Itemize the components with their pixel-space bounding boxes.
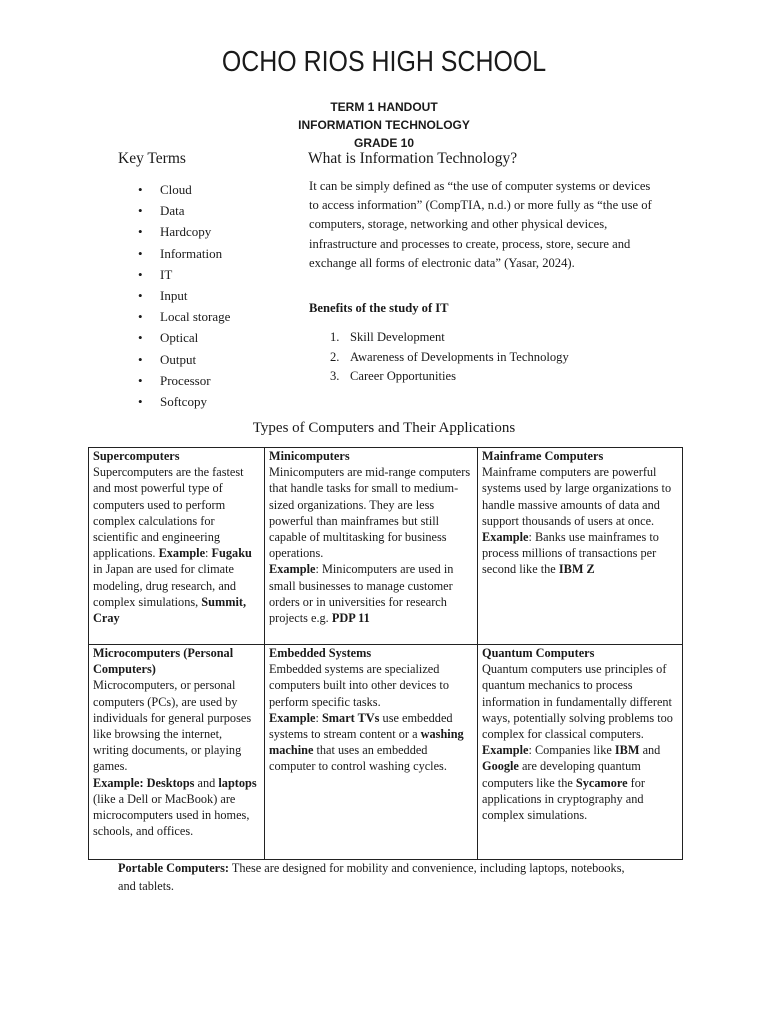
list-item — [330, 348, 569, 368]
example-name: washing machine — [269, 727, 464, 758]
list-item: • IT — [138, 264, 230, 285]
cell-text: (like a Dell or MacBook) are microcomputers used in homes, schools, and offices. — [93, 791, 250, 839]
list-item: • Cloud — [138, 179, 230, 200]
example-name: IBM — [614, 743, 640, 758]
supercomputers-cell — [89, 448, 265, 645]
benefits-list — [330, 328, 569, 387]
computer-types-table — [88, 447, 683, 860]
microcomputers-cell — [89, 645, 265, 860]
list-number: 1. — [330, 330, 340, 344]
cell-desc: Supercomputers are the fastest and most powerful type of computers used to perform complex calculations for scientific and engineering applications. — [93, 465, 244, 561]
cell-text: : — [205, 546, 212, 561]
example-name: Summit, Cray — [93, 594, 247, 626]
cell-text: that uses an embedded computer to control washing cycles. — [269, 743, 447, 774]
list-item — [330, 367, 569, 387]
example-label: Example — [482, 530, 529, 545]
cell-text: and — [639, 743, 661, 758]
example-label: Example — [269, 710, 316, 725]
table-row — [89, 448, 683, 645]
list-item: • Information — [138, 243, 230, 264]
list-item: • Input — [138, 285, 230, 306]
cell-text: and — [194, 775, 219, 790]
list-item: • Hardcopy — [138, 221, 230, 242]
list-item: • Data — [138, 200, 230, 221]
cell-desc: Embedded systems are specialized computers built into other devices to perform specific tasks. — [269, 662, 449, 709]
grade-line: GRADE 10 — [353, 136, 415, 150]
minicomputers-cell — [265, 448, 478, 645]
table-row — [89, 645, 683, 860]
cell-desc: Microcomputers, or personal computers (PCs), are used by individuals for general purposes like browsing the internet, writing documents, or playing games. — [93, 678, 252, 774]
list-item: • Optical — [138, 327, 230, 348]
benefits-heading: Benefits of the study of IT — [309, 301, 449, 315]
cell-text: in Japan are used for climate modeling, drug research, and complex simulations, — [93, 562, 237, 609]
list-number: 2. — [330, 349, 340, 364]
cell-title: Microcomputers (Personal Computers) — [93, 646, 234, 677]
example-name: Smart TVs — [321, 710, 380, 725]
example-label: Example — [158, 546, 206, 561]
cell-desc: Minicomputers are mid-range computers that handle tasks for small to medium-sized organizations. They are less powerful than mainframes but still capable of multitasking for business operations. — [269, 465, 471, 561]
cell-text: are developing quantum computers like the — [482, 759, 641, 790]
example-name: IBM Z — [558, 562, 595, 577]
types-heading: Types of Computers and Their Applications — [252, 420, 516, 436]
portable-computers-note — [118, 859, 638, 895]
cell-text: : Companies like — [528, 743, 615, 758]
key-terms-list — [138, 179, 230, 412]
what-is-it-body: It can be simply defined as “the use of computer systems or devices to access information” (CompTIA, n.d.) or more fully as “the use of computers, storage, networking and other physical devices, infrastructure and processes to create, process, store, secure and exchange all forms of electronic data” (Yasar, 2024). — [309, 179, 652, 270]
cell-text: : — [315, 710, 322, 725]
list-item — [330, 328, 569, 348]
portable-text: These are designed for mobility and convenience, including laptops, notebooks, and tablets. — [118, 861, 625, 893]
mainframe-cell — [478, 448, 683, 645]
example-name: laptops — [218, 775, 257, 790]
list-number: 3. — [330, 369, 340, 384]
cell-title: Quantum Computers — [482, 646, 595, 660]
cell-title: Supercomputers — [93, 449, 180, 463]
list-item: • Local storage — [138, 306, 230, 327]
cell-title: Mainframe Computers — [482, 449, 604, 463]
portable-label: Portable Computers: — [118, 861, 229, 875]
key-terms-heading: Key Terms — [118, 150, 186, 167]
example-label: Example: Desktops — [93, 775, 195, 790]
handout-subheading — [0, 98, 768, 152]
example-name: Fugaku — [211, 546, 252, 561]
cell-title: Minicomputers — [269, 449, 350, 463]
what-is-it-heading: What is Information Technology? — [308, 150, 518, 167]
cell-title: Embedded Systems — [269, 646, 372, 660]
example-label: Example — [269, 562, 316, 577]
cell-text: for applications in cryptography and complex simulations. — [482, 775, 646, 823]
cell-text: use embedded systems to stream content or a — [269, 710, 453, 742]
school-title: OCHO RIOS HIGH SCHOOL — [221, 46, 547, 78]
cell-desc: Mainframe computers are powerful systems used by large organizations to handle massive amounts of data and support thousands of users at once. — [482, 465, 672, 528]
list-text: Skill Development — [350, 330, 445, 344]
list-text: Career Opportunities — [350, 369, 456, 384]
example-name: PDP 11 — [331, 611, 370, 626]
example-name: Google — [482, 759, 519, 774]
list-item: • Processor — [138, 370, 230, 391]
example-name: Sycamore — [575, 775, 628, 790]
cell-desc: Quantum computers use principles of quantum mechanics to process information in fundamentally different ways, potentially solving problems too complex for classical computers. — [482, 662, 673, 742]
list-text: Awareness of Developments in Technology — [350, 349, 569, 364]
example-label: Example — [482, 743, 529, 758]
list-item: • Softcopy — [138, 391, 230, 412]
cell-text: : Banks use mainframes to process millions of transactions per second like the — [482, 530, 659, 577]
quantum-cell — [478, 645, 683, 860]
list-item: • Output — [138, 349, 230, 370]
term-line: TERM 1 HANDOUT — [330, 100, 438, 114]
subject-line: INFORMATION TECHNOLOGY — [298, 118, 470, 132]
cell-text: : Minicomputers are used in small businesses to manage customer orders or in universities for research projects e.g. — [269, 562, 454, 626]
embedded-cell — [265, 645, 478, 860]
